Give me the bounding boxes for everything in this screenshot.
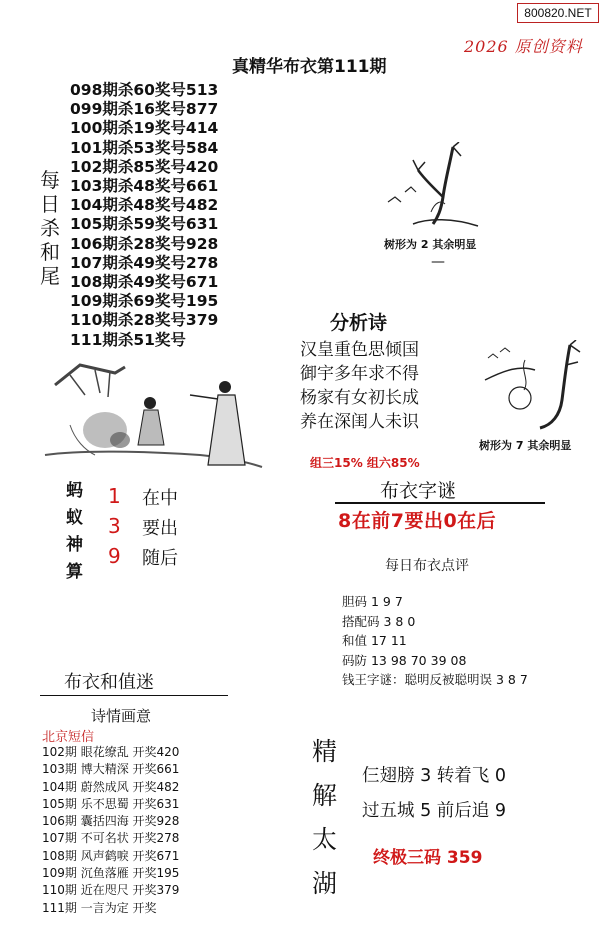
kill-list-item: 105期杀59奖号631 <box>70 215 219 234</box>
tree-illustration-1 <box>383 142 483 232</box>
sms-item: 105期 乐不思蜀 开奖631 <box>42 796 180 811</box>
kill-list-item: 109期杀69奖号195 <box>70 292 219 311</box>
sms-item: 103期 博大精深 开奖661 <box>42 762 180 777</box>
kill-list-item: 111期杀51奖号 <box>70 330 186 349</box>
kill-list-item: 101期杀53奖号584 <box>70 138 219 157</box>
review-line: 胆码 1 9 7 <box>342 594 403 609</box>
kill-list-item: 106期杀28奖号928 <box>70 234 219 253</box>
kill-list-item: 103期杀48奖号661 <box>70 177 219 196</box>
jiexi-line: 仨翅膀 3 转着飞 0 <box>362 766 506 786</box>
poetic-title: 诗情画意 <box>91 707 152 725</box>
ant-char: 神 <box>66 535 83 555</box>
ant-char: 蚁 <box>66 508 83 528</box>
sms-item: 109期 沉鱼落雁 开奖195 <box>42 866 180 881</box>
vertical-char: 精 <box>312 737 338 766</box>
poem <box>300 338 419 434</box>
review-line: 钱王字谜：聪明反被聪明误 3 8 7 <box>342 672 528 688</box>
kill-list-item: 108期杀49奖号671 <box>70 273 219 292</box>
kill-list <box>70 81 218 350</box>
vertical-char: 太 <box>312 825 338 854</box>
ant-numbers <box>108 481 121 571</box>
ant-number: 3 <box>108 514 121 538</box>
tree-caption-2: 树形为 7 其余明显 <box>479 439 572 452</box>
tree-dash: — <box>431 254 445 270</box>
kill-vertical-title <box>40 168 66 288</box>
page-title: 真精华布衣第111期 <box>232 57 387 77</box>
poem-line: 御宇多年求不得 <box>300 364 419 384</box>
group-ratio: 组三15% 组六85% <box>310 456 420 470</box>
ant-char: 蚂 <box>66 481 83 501</box>
beijing-sms-label: 北京短信 <box>42 730 95 745</box>
kill-list-item: 110期杀28奖号379 <box>70 311 219 330</box>
ant-words <box>142 484 178 574</box>
kill-list-item: 099期杀16奖号877 <box>70 100 219 119</box>
review-line: 搭配码 3 8 0 <box>342 613 416 629</box>
sms-item: 106期 囊括四海 开奖928 <box>42 814 180 829</box>
tree-illustration-2 <box>480 340 590 430</box>
sum-riddle-title: 布衣和值迷 <box>64 672 154 693</box>
ant-word: 在中 <box>142 488 178 509</box>
ant-char: 算 <box>66 562 83 582</box>
jiexi-line: 过五城 5 前后追 9 <box>362 801 506 821</box>
sms-item: 111期 一言为定 开奖 <box>42 900 157 915</box>
review-line: 和值 17 11 <box>342 633 407 649</box>
site-badge[interactable]: 800820.NET <box>517 3 599 23</box>
kill-list-item: 107期杀49奖号278 <box>70 253 219 272</box>
vertical-char: 解 <box>312 781 338 810</box>
poem-line: 杨家有女初长成 <box>300 388 419 408</box>
slogan: 2026 原创资料 <box>464 37 583 56</box>
vertical-char: 湖 <box>312 869 338 898</box>
ant-word: 随后 <box>142 548 178 569</box>
tree-caption-1: 树形为 2 其余明显 <box>384 238 477 251</box>
daily-review-title: 每日布衣点评 <box>385 558 469 574</box>
ant-number: 1 <box>108 484 121 508</box>
daily-review <box>342 592 528 690</box>
divider <box>335 502 545 504</box>
kill-list-item: 104期杀48奖号482 <box>70 196 219 215</box>
kill-list-item: 098期杀60奖号513 <box>70 81 219 99</box>
review-line: 码防 13 98 70 39 08 <box>342 652 467 668</box>
riddle-answer: 8在前7要出0在后 <box>338 510 497 532</box>
vertical-char: 日 <box>40 192 60 216</box>
poem-line: 汉皇重色思倾国 <box>300 340 419 360</box>
sms-item: 107期 不可名状 开奖278 <box>42 831 180 846</box>
ant-number: 9 <box>108 544 121 568</box>
vertical-char: 尾 <box>40 264 60 288</box>
poem-heading: 分析诗 <box>330 312 388 334</box>
ant-word: 要出 <box>142 518 178 539</box>
sms-list <box>42 744 179 917</box>
ant-title <box>66 478 86 586</box>
kill-list-item: 102期杀85奖号420 <box>70 157 219 176</box>
vertical-char: 杀 <box>40 216 60 240</box>
poem-line: 养在深闺人未识 <box>300 412 419 432</box>
vertical-char: 和 <box>40 240 60 264</box>
jiexi-vertical-title <box>312 730 340 906</box>
kill-list-item: 100期杀19奖号414 <box>70 119 219 138</box>
divider <box>40 695 228 696</box>
sms-item: 108期 风声鹤唳 开奖671 <box>42 848 180 863</box>
sms-item: 102期 眼花缭乱 开奖420 <box>42 745 180 759</box>
sms-item: 110期 近在咫尺 开奖379 <box>42 883 180 898</box>
ink-painting <box>40 355 265 475</box>
final-three-codes: 终极三码 359 <box>373 848 483 868</box>
vertical-char: 每 <box>40 168 60 192</box>
riddle-title: 布衣字谜 <box>380 480 457 502</box>
sms-item: 104期 蔚然成风 开奖482 <box>42 779 180 794</box>
